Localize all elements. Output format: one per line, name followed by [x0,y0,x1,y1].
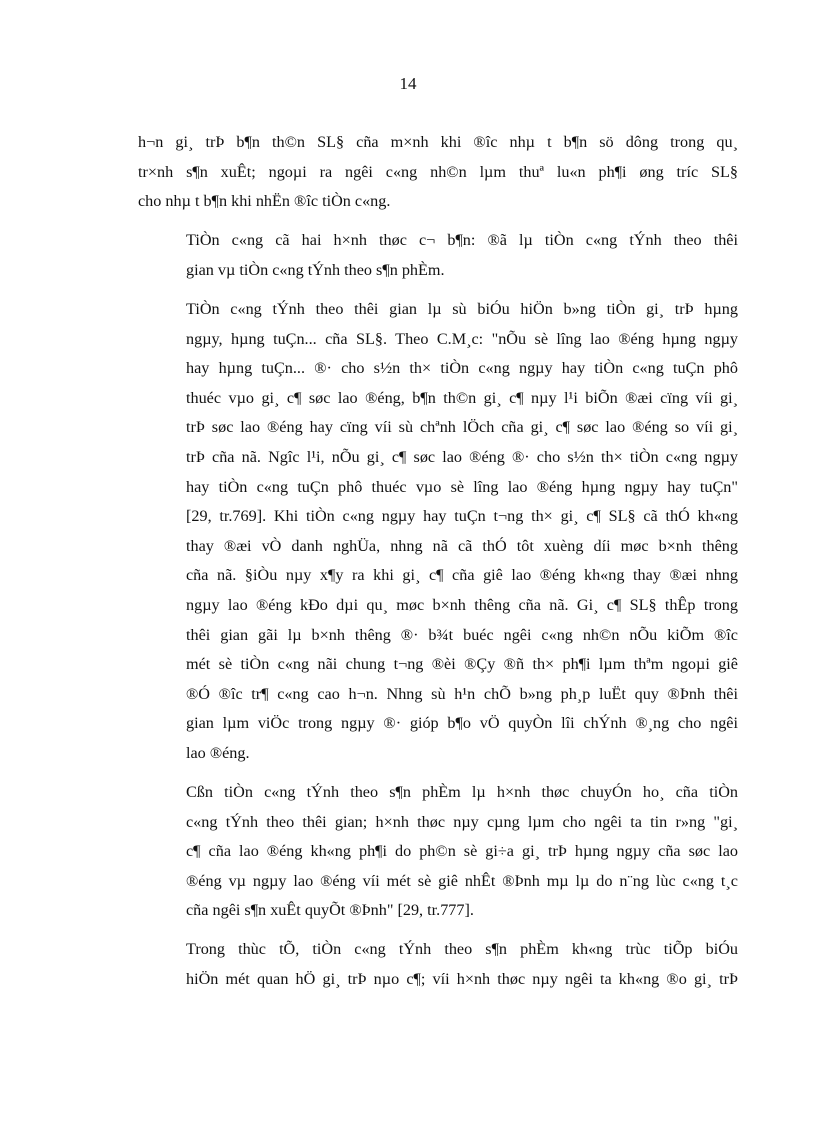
text-line: thêi gian gãi lµ b×nh thêng ®· b¾t buéc ngêi c«ng nh©n nÕu kiÕm ®îc [186,625,738,644]
text-line: thuéc vµo gi¸ c¶ søc lao ®éng, b¶n th©n gi¸ c¶ nµy l¹i biÕn ®æi cïng víi gi¸ [186,388,738,407]
text-line: TiÒn c«ng cã hai h×nh thøc c¬ b¶n: ®ã lµ tiÒn c«ng tÝnh theo thêi [186,231,738,250]
text-line: cho nhµ t b¶n khi nhËn ®îc tiÒn c«ng. [138,192,391,211]
text-line: gian lµm viÖc trong ngµy ®· gióp b¶o vÖ quyÒn lîi chÝnh ®¸ng cho ngêi [186,714,738,733]
paragraph-5 [138,935,738,994]
paragraph-1 [138,128,738,217]
text-line: h¬n gi¸ trÞ b¶n th©n SL§ cña m×nh khi ®îc nhµ t b¶n sö dông trong qu¸ [138,133,738,151]
text-line: c«ng tÝnh theo thêi gian; h×nh thøc nµy cµng lµm cho ngêi ta tin r»ng "gi¸ [186,812,738,831]
body-text [138,128,738,1004]
text-line: c¶ cña lao ®éng kh«ng ph¶i do ph©n sè gi÷a gi¸ trÞ hµng ngµy cña søc lao [186,842,738,861]
text-line: hiÖn mét quan hÖ gi¸ trÞ nµo c¶; víi h×nh thøc nµy ngêi ta kh«ng ®o gi¸ trÞ [186,970,738,989]
paragraph-2 [138,226,738,285]
text-line: ngµy, hµng tuÇn... cña SL§. Theo C.M¸c: "nÕu sè lîng lao ®éng hµng ngµy [186,329,738,348]
text-line: ngµy lao ®éng kÐo dµi qu¸ møc b×nh thêng cña nã. Gi¸ c¶ SL§ thÊp trong [186,595,738,614]
text-line: ®éng vµ ngµy lao ®éng víi mét sè giê nhÊt ®Þnh mµ lµ do n¨ng lùc c«ng t¸c [186,871,738,890]
text-line: thay ®æi vÒ danh nghÜa, nhng nã cã thÓ tôt xuèng díi møc b×nh thêng [186,536,738,555]
text-line: [29, tr.769]. Khi tiÒn c«ng ngµy hay tuÇn t¬ng th× gi¸ c¶ SL§ cã thÓ kh«ng [186,507,738,526]
text-line: Cßn tiÒn c«ng tÝnh theo s¶n phÈm lµ h×nh thøc chuyÓn ho¸ cña tiÒn [186,782,738,801]
paragraph-4 [138,778,738,926]
text-line: Trong thùc tÕ, tiÒn c«ng tÝnh theo s¶n phÈm kh«ng trùc tiÕp biÓu [186,940,738,959]
text-line: lao ®éng. [186,743,250,762]
text-line: trÞ søc lao ®éng hay cïng víi sù chªnh lÖch cña gi¸ c¶ søc lao ®éng so víi gi¸ [186,418,738,437]
text-line: gian vµ tiÒn c«ng tÝnh theo s¶n phÈm. [186,260,445,279]
text-line: TiÒn c«ng tÝnh theo thêi gian lµ sù biÓu hiÖn b»ng tiÒn gi¸ trÞ hµng [186,299,738,318]
text-line: trÞ cña nã. Ngîc l¹i, nÕu gi¸ c¶ søc lao ®éng ®· cho s½n th× tiÒn c«ng ngµy [186,447,738,466]
text-line: cña nã. §iÒu nµy x¶y ra khi gi¸ c¶ cña giê lao ®éng kh«ng thay ®æi nhng [186,566,738,585]
text-line: hay tiÒn c«ng tuÇn phô thuéc vµo sè lîng lao ®éng hµng ngµy hay tuÇn" [186,477,738,496]
text-line: ®Ó ®îc tr¶ c«ng cao h¬n. Nhng sù h¹n chÕ b»ng ph¸p luËt quy ®Þnh thêi [186,684,738,703]
text-line: hay hµng tuÇn... ®· cho s½n th× tiÒn c«ng ngµy hay tiÒn c«ng tuÇn phô [186,359,738,378]
text-line: tr×nh s¶n xuÊt; ngoµi ra ngêi c«ng nh©n lµm thuª lu«n ph¶i øng tríc SL§ [138,162,738,181]
page-number: 14 [399,74,417,93]
text-line: mét sè tiÒn c«ng nãi chung t¬ng ®èi ®Çy ®ñ th× ph¶i lµm thªm ngoµi giê [186,655,738,674]
text-line: cña ngêi s¶n xuÊt quyÕt ®Þnh" [29, tr.777]. [186,901,474,920]
paragraph-3 [138,295,738,769]
